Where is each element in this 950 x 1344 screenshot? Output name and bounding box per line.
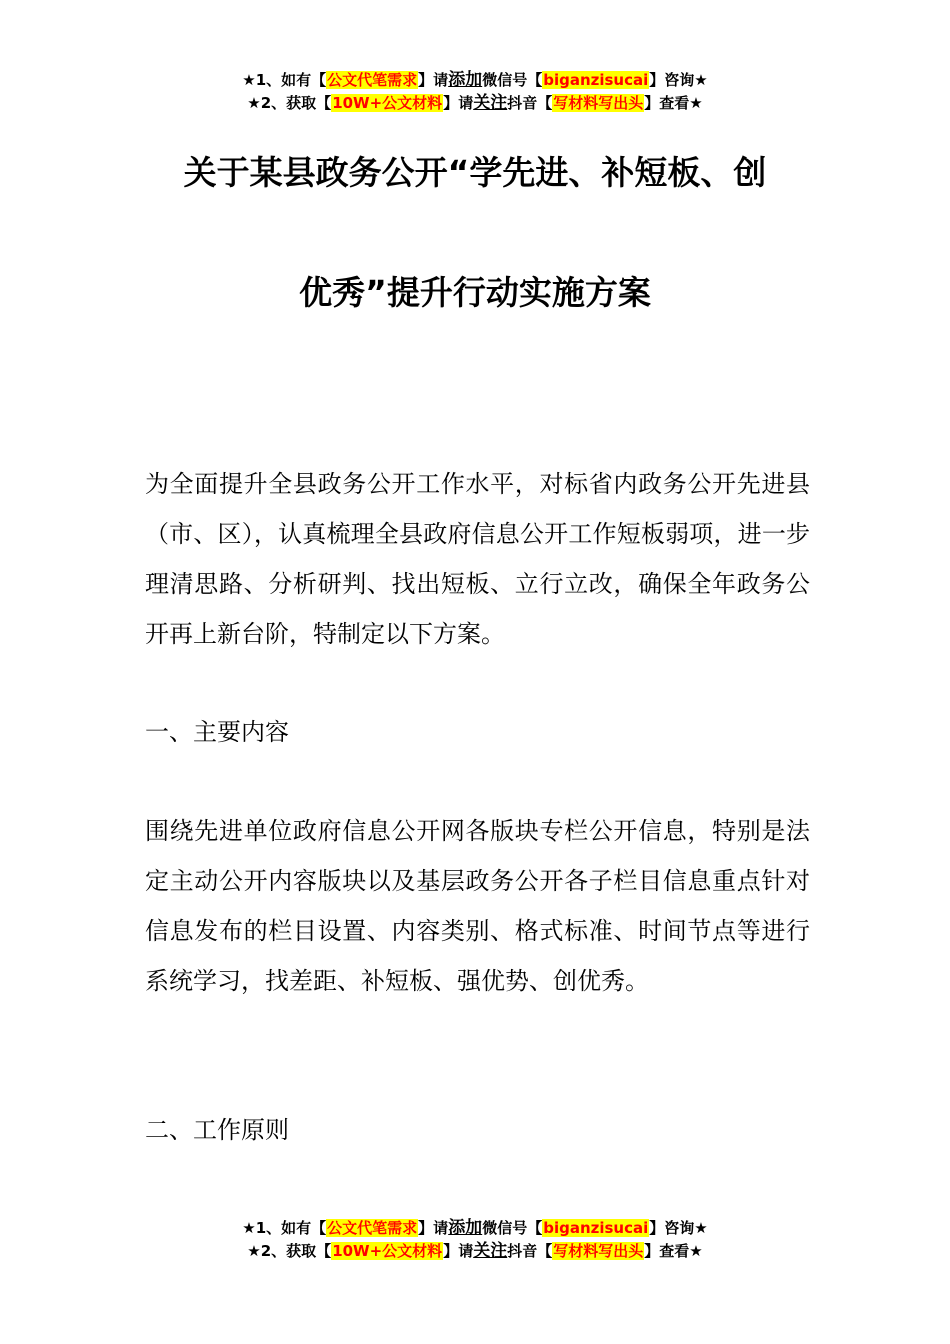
banner-emphasis: 添加 bbox=[448, 70, 483, 90]
document-title-line-1: 关于某县政务公开“学先进、补短板、创 bbox=[183, 153, 767, 192]
section-heading-1: 一、主要内容 bbox=[145, 718, 289, 746]
banner-highlight: 公文代笔需求 bbox=[327, 1219, 418, 1237]
banner-text: 抖音【 bbox=[507, 1242, 553, 1260]
banner-highlight: 公文代笔需求 bbox=[327, 71, 418, 89]
banner-text: 】请 bbox=[443, 1242, 474, 1260]
intro-paragraph: 为全面提升全县政务公开工作水平，对标省内政务公开先进县（市、区），认真梳理全县政府信息公开工作短板弱项，进一步理清思路、分析研判、找出短板、立行立改，确保全年政务公开再上新台阶，特制定以下方案。 bbox=[145, 470, 810, 648]
banner-text: 】咨询★ bbox=[649, 1219, 708, 1237]
banner-highlight: 10W+公文材料 bbox=[332, 1242, 443, 1260]
banner-text: 微信号【 bbox=[482, 71, 543, 89]
banner-emphasis: 关注 bbox=[473, 93, 508, 113]
banner-wechat-id[interactable]: biganzisucai bbox=[543, 71, 649, 89]
banner-text: 】咨询★ bbox=[649, 71, 708, 89]
banner-text: 抖音【 bbox=[507, 94, 553, 112]
banner-text: 】请 bbox=[418, 1219, 449, 1237]
banner-text: ★1、如有【 bbox=[242, 1219, 327, 1237]
banner-text: 】查看★ bbox=[644, 1242, 703, 1260]
banner-text: ★2、获取【 bbox=[247, 94, 332, 112]
footer-banner bbox=[0, 1217, 950, 1263]
banner-text: ★2、获取【 bbox=[247, 1242, 332, 1260]
banner-text: 】请 bbox=[418, 71, 449, 89]
document-title-line-2: 优秀”提升行动实施方案 bbox=[299, 273, 651, 312]
header-banner bbox=[0, 69, 950, 115]
banner-text: 微信号【 bbox=[482, 1219, 543, 1237]
banner-emphasis: 关注 bbox=[473, 1241, 508, 1261]
section-1-paragraph: 围绕先进单位政府信息公开网各版块专栏公开信息，特别是法定主动公开内容版块以及基层政务公开各子栏目信息重点针对信息发布的栏目设置、内容类别、格式标准、时间节点等进行系统学习，找差距、补短板、强优势、创优秀。 bbox=[145, 817, 810, 995]
banner-line-2 bbox=[0, 92, 950, 115]
banner-line-1 bbox=[0, 1217, 950, 1240]
banner-douyin-id[interactable]: 写材料写出头 bbox=[553, 94, 644, 112]
banner-douyin-id[interactable]: 写材料写出头 bbox=[553, 1242, 644, 1260]
banner-text: 】请 bbox=[443, 94, 474, 112]
banner-text: 】查看★ bbox=[644, 94, 703, 112]
banner-highlight: 10W+公文材料 bbox=[332, 94, 443, 112]
banner-text: ★1、如有【 bbox=[242, 71, 327, 89]
banner-line-2 bbox=[0, 1240, 950, 1263]
section-heading-2: 二、工作原则 bbox=[145, 1116, 289, 1144]
banner-wechat-id[interactable]: biganzisucai bbox=[543, 1219, 649, 1237]
banner-emphasis: 添加 bbox=[448, 1218, 483, 1238]
banner-line-1 bbox=[0, 69, 950, 92]
